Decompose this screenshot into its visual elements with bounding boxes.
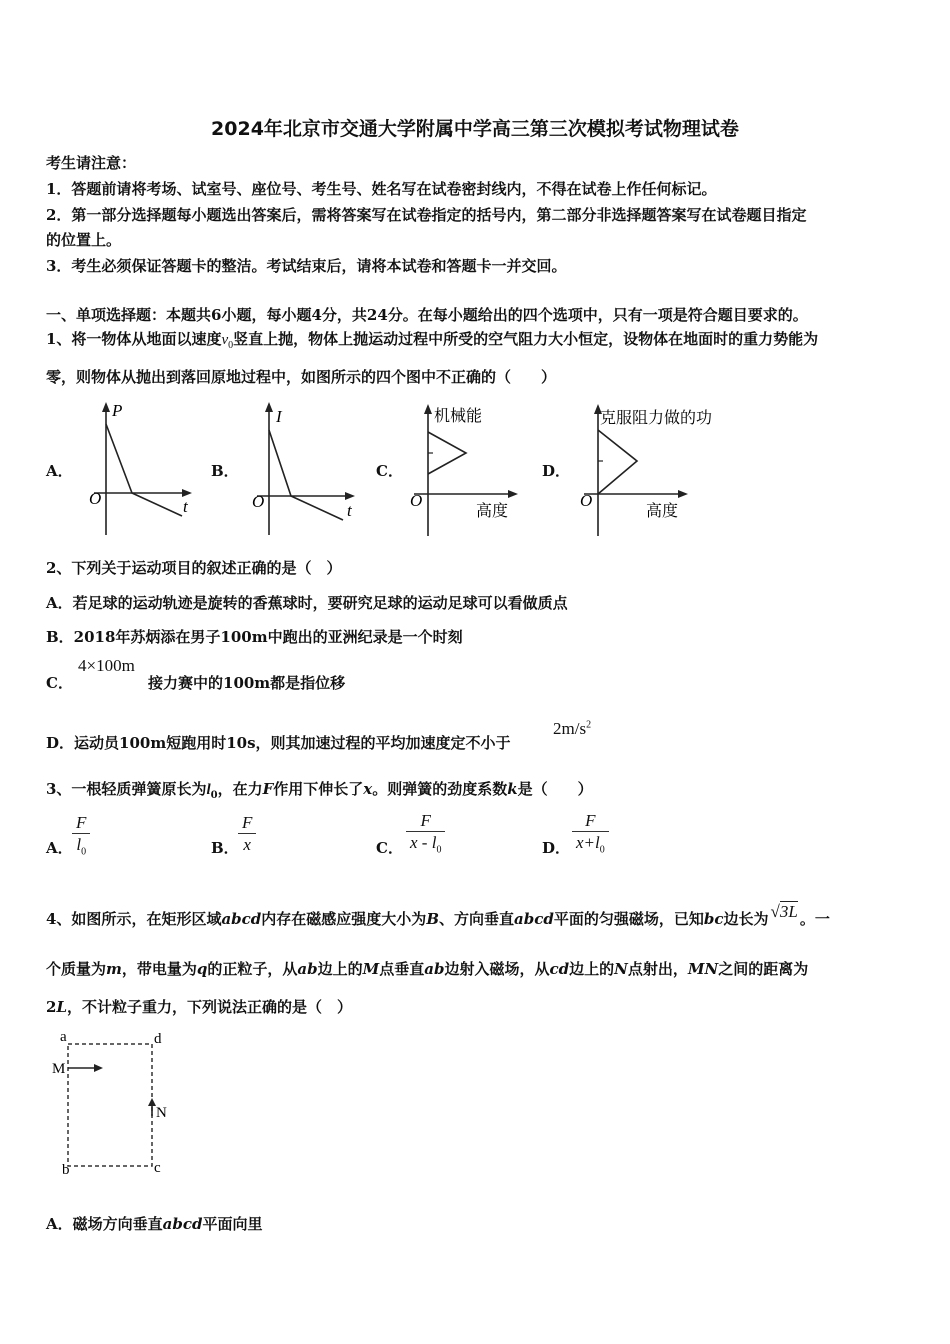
q4-magnetic-field-diagram [46, 1028, 186, 1178]
q3-option-c-label: C． [376, 839, 403, 857]
q3-option-a-label: A． [46, 839, 73, 857]
q2-stem: 2、下列关于运动项目的叙述正确的是（ ） [46, 559, 342, 577]
graph-d-origin: O [580, 491, 593, 510]
graph-a-y-label: P [112, 401, 123, 420]
q3-option-b-label: B． [211, 839, 239, 857]
diagram-label-d: d [154, 1031, 162, 1047]
notice-item-3: 3．考生必须保证答题卡的整洁。考试结束后，请将本试卷和答题卡一并交回。 [46, 257, 567, 275]
q3-option-c-fraction: $\frac{F}{x - l_0}$ [406, 811, 445, 861]
q3-option-a-fraction: $\frac{F}{l_0}$ [72, 813, 90, 863]
q1-option-b-label: B． [211, 462, 239, 480]
q1-graph-d [574, 400, 734, 540]
diagram-label-a: a [60, 1029, 67, 1045]
graph-d-x-label: 高度 [646, 503, 679, 520]
graph-b-y-label: I [276, 407, 282, 426]
q3-option-d-fraction: $\frac{F}{x+l_0}$ [572, 811, 609, 861]
q2-option-a: A．若足球的运动轨迹是旋转的香蕉球时，要研究足球的运动足球可以看做质点 [46, 594, 568, 612]
q1-option-d-label: D． [542, 462, 571, 480]
section-heading: 一、单项选择题：本题共6小题，每小题4分，共24分。在每小题给出的四个选项中，只有一项是符合题目要求的。 [46, 306, 808, 324]
q2-option-b: B．2018年苏炳添在男子100m中跑出的亚洲纪录是一个时刻 [46, 628, 463, 646]
q4-stem-line1: 4、如图所示，在矩形区域abcd内存在磁感应强度大小为B、方向垂直abcd平面的匀强磁场，已知bc边长为 √3L 。一 [46, 902, 830, 928]
q4-stem-line3: 2L，不计粒子重力，下列说法正确的是（ ） [46, 998, 352, 1016]
q2-option-c-text: 接力赛中的100m都是指位移 [148, 674, 346, 692]
q1-option-a-label: A． [46, 462, 73, 480]
q2-option-c-math: 4×100m [78, 656, 135, 675]
page-title: 2024年北京市交通大学附属中学高三第三次模拟考试物理试卷 [211, 118, 739, 140]
graph-c-origin: O [410, 491, 423, 510]
q1-stem-line2: 零，则物体从抛出到落回原地过程中，如图所示的四个图中不正确的（ ） [46, 368, 557, 386]
notice-item-2-cont: 的位置上。 [46, 231, 122, 249]
graph-c-x-label: 高度 [476, 503, 509, 520]
graph-a-x-label: t [183, 497, 188, 516]
q2-option-d: D．运动员100m短跑用时10s，则其加速过程的平均加速度定不小于 [46, 734, 511, 752]
q1-graph-a [86, 400, 198, 540]
q1-graph-c [404, 400, 534, 540]
graph-b-x-label: t [347, 501, 352, 520]
q1-stem-line1: 1、将一物体从地面以速度$v_0$竖直上抛，物体上抛运动过程中所受的空气阻力大小恒定，设物体在地面时的重力势能为 [46, 330, 819, 351]
q2-option-c-label: C． [46, 674, 73, 692]
diagram-label-N: N [156, 1105, 167, 1121]
notice-heading: 考生请注意： [46, 154, 137, 172]
graph-b-origin: O [252, 492, 265, 511]
q4-option-a: A．磁场方向垂直abcd平面向里 [46, 1215, 263, 1233]
q3-option-d-label: D． [542, 839, 571, 857]
diagram-label-M: M [52, 1061, 66, 1077]
q1-graph-b [249, 400, 361, 540]
q4-stem-line2: 个质量为m，带电量为q的正粒子，从ab边上的M点垂直ab边射入磁场，从cd边上的N点射出，MN之间的距离为 [46, 960, 809, 978]
graph-d-y-label: 克服阻力做的功 [600, 410, 713, 427]
diagram-label-b: b [62, 1162, 70, 1178]
diagram-label-c: c [154, 1160, 161, 1176]
q2-option-d-math: $2m/s^2$ [553, 719, 592, 738]
q3-stem: 3、一根轻质弹簧原长为$l_0$，在力F作用下伸长了x。则弹簧的劲度系数k是（ ） [46, 780, 593, 801]
notice-item-1: 1．答题前请将考场、试室号、座位号、考生号、姓名写在试卷密封线内，不得在试卷上作任何标记。 [46, 180, 717, 198]
graph-c-y-label: 机械能 [434, 408, 483, 425]
notice-item-2: 2．第一部分选择题每小题选出答案后，需将答案写在试卷指定的括号内，第二部分非选择题答案写在试卷题目指定 [46, 206, 807, 224]
q1-option-c-label: C． [376, 462, 403, 480]
q3-option-b-fraction: $\frac{F}{x}$ [238, 813, 256, 856]
graph-a-origin: O [89, 489, 102, 508]
